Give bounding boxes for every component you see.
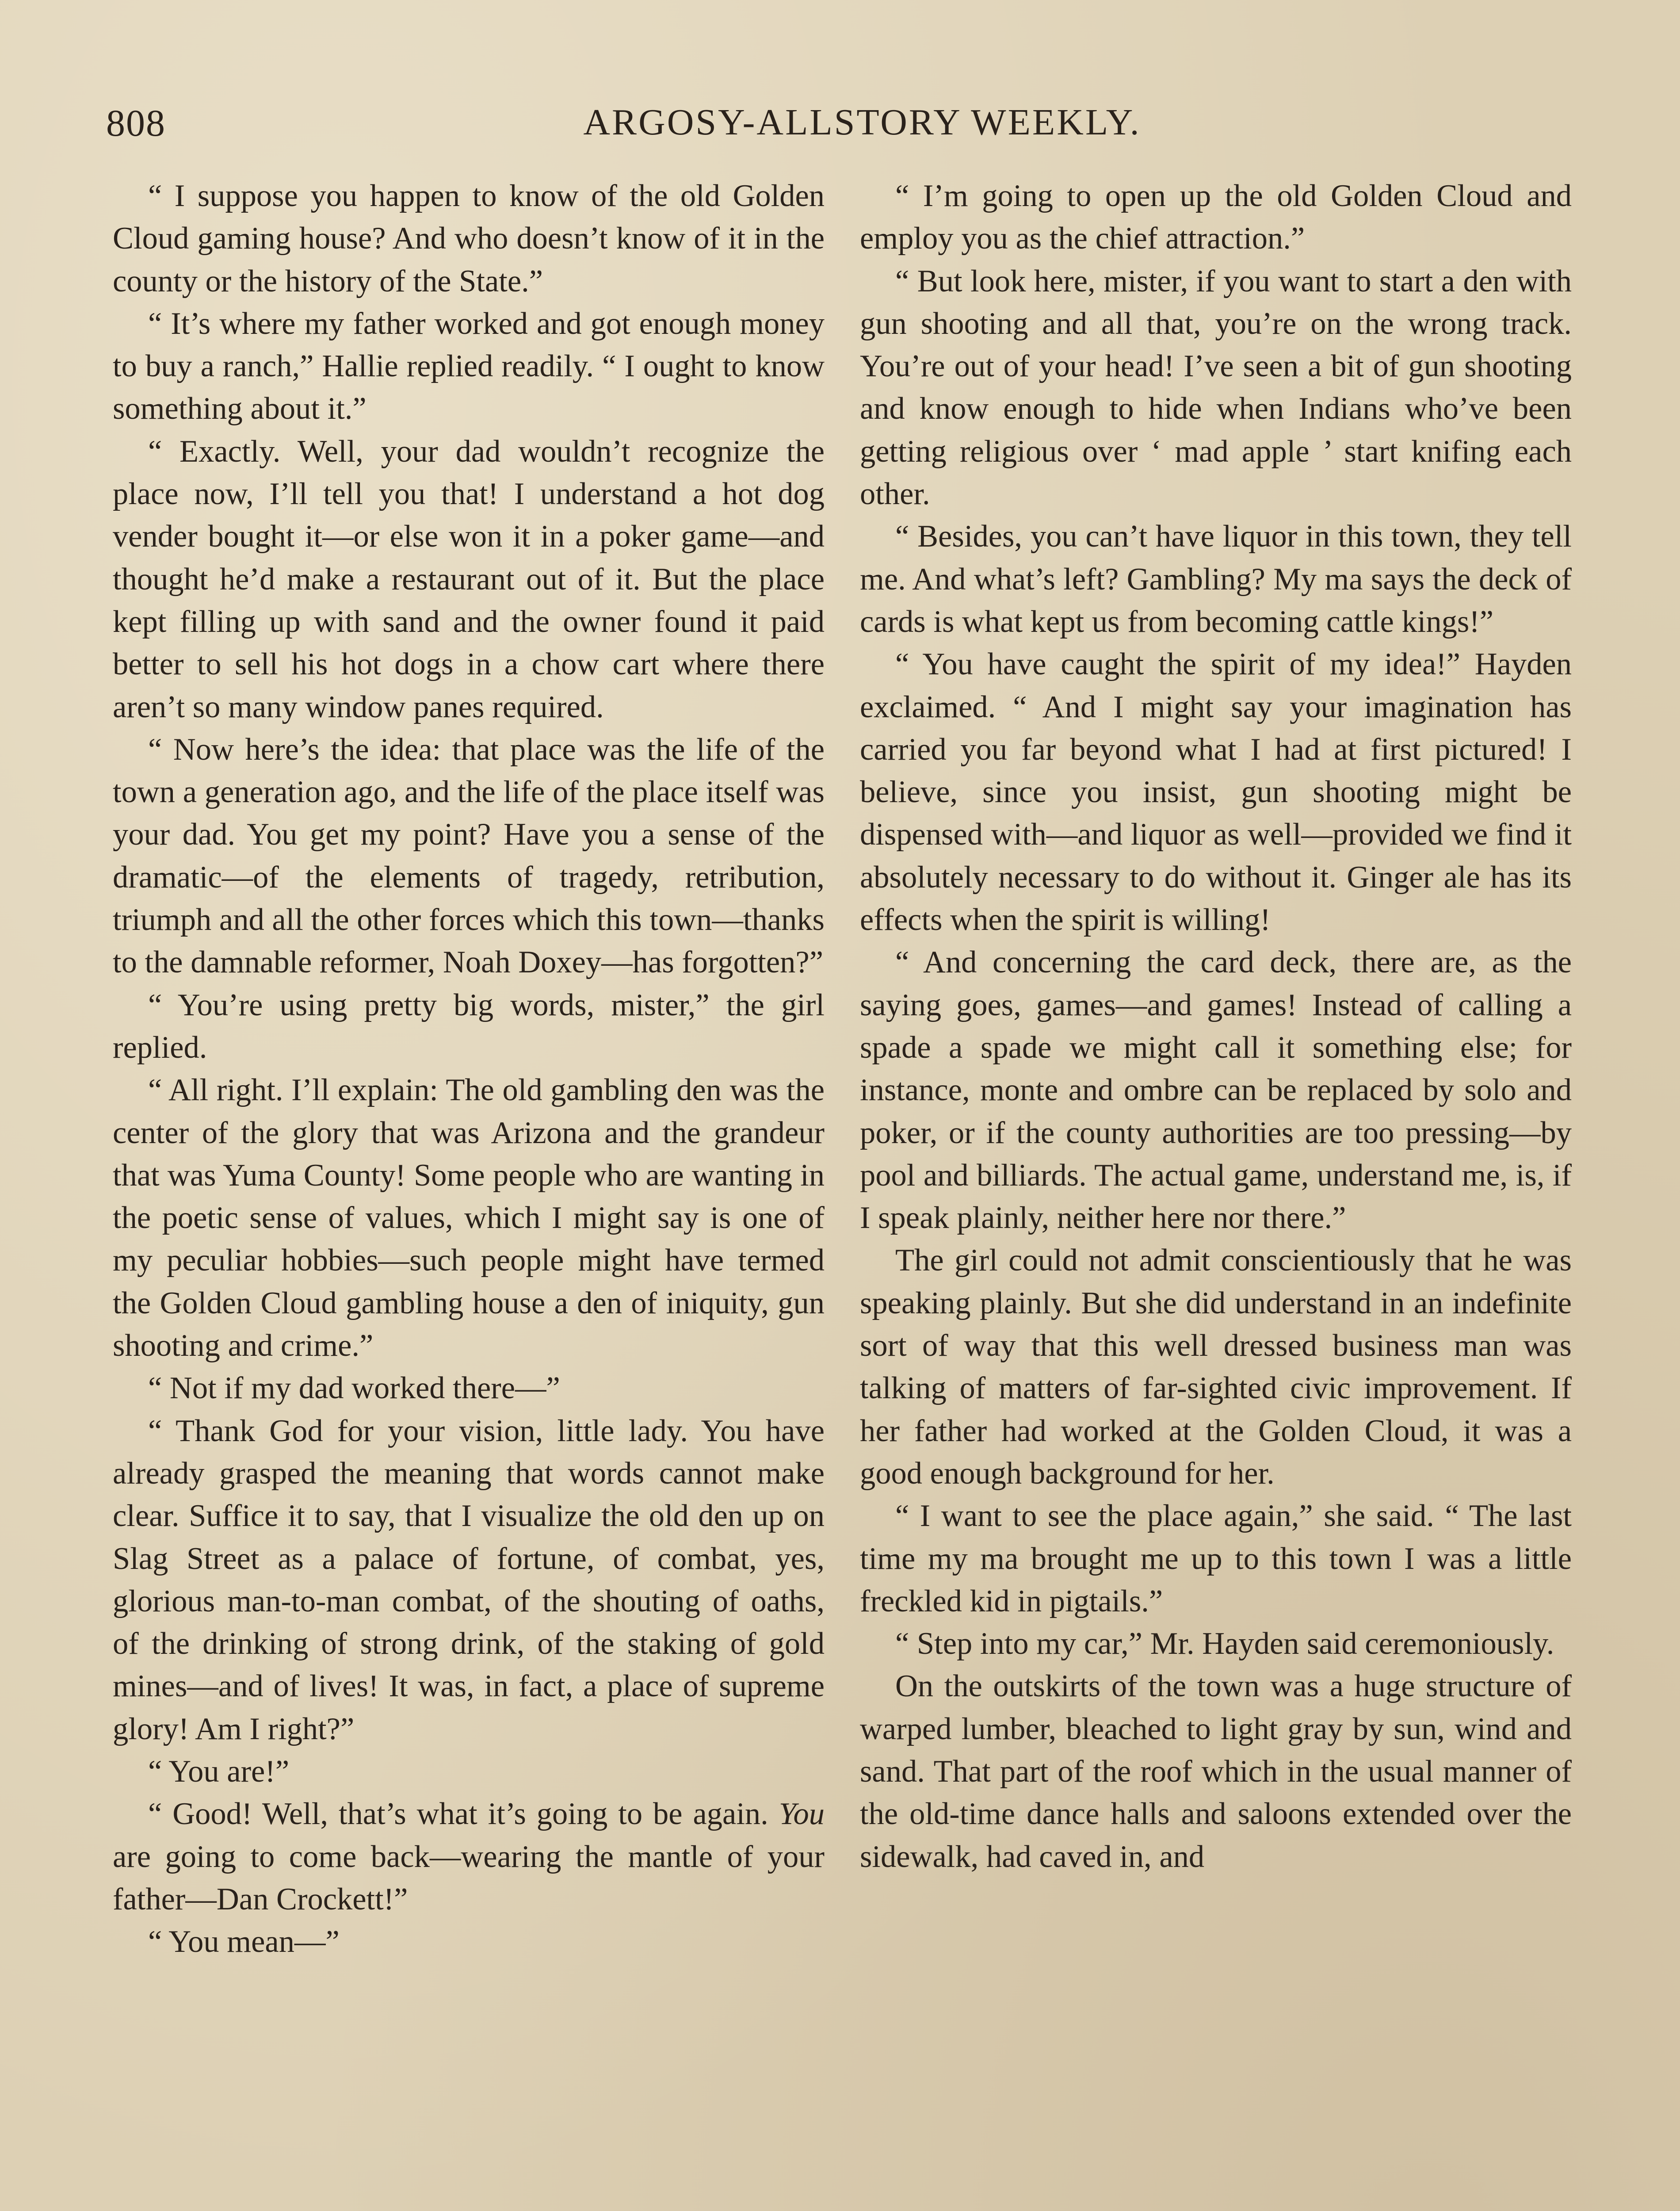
- paragraph: The girl could not admit conscientiously that he was speaking plainly. But she did understand in an indefinite sort of way that this well dressed business man was talking of matters of far-sighted civic improvement. If her father had worked at the Golden Cloud, it was a good enough background for her.: [860, 1243, 1572, 1491]
- paragraph: “ Not if my dad worked there—”: [148, 1371, 560, 1406]
- right-column: [860, 175, 1572, 1878]
- paragraph: On the outskirts of the town was a huge structure of warped lumber, bleached to light gray by sun, wind and sand. That part of the roof which in the usual manner of the old-time dance halls and saloons extended over the sidewalk, had caved in, and: [860, 1669, 1572, 1874]
- paragraph: “ All right. I’ll explain: The old gambling den was the center of the glory that was Arizona and the grandeur that was Yuma County! Some people who are wanting in the poetic sense of values, which I might say is one of my peculiar hobbies—such people might have termed the Golden Cloud gambling house a den of iniquity, gun shooting and crime.”: [113, 1073, 825, 1363]
- paragraph: “ Step into my car,” Mr. Hayden said ceremoniously.: [895, 1626, 1554, 1661]
- page-number: 808: [106, 102, 166, 144]
- paragraph: “ Now here’s the idea: that place was the life of the town a generation ago, and the life of the place itself was your dad. You get my point? Have you a sense of the dramatic—of the elements of tragedy, retribution, triumph and all the other forces which this town—thanks to the damnable reformer, Noah Doxey—has forgotten?”: [113, 732, 825, 980]
- running-head: ARGOSY-ALLSTORY WEEKLY.: [583, 102, 1141, 143]
- text-run: are going to come back—wearing the mantle of your father—Dan Crockett!”: [113, 1839, 825, 1916]
- paragraph: “ Exactly. Well, your dad wouldn’t recognize the place now, I’ll tell you that! I understand a hot dog vender bought it—or else won it in a poker game—and thought he’d make a restaurant out of it. But the place kept filling up with sand and the owner found it paid better to sell his hot dogs in a chow cart where there aren’t so many window panes required.: [113, 434, 825, 724]
- paragraph: “ You mean—”: [148, 1924, 340, 1959]
- paragraph: “ I suppose you happen to know of the old Golden Cloud gaming house? And who doesn’t know of it in the county or the history of the State.”: [113, 179, 825, 298]
- paragraph: “ And concerning the card deck, there are, as the saying goes, games—and games! Instead of calling a spade a spade we might call it something else; for instance, monte and ombre can be replaced by solo and poker, or if the county authorities are too pressing—by pool and billiards. The actual game, understand me, is, if I speak plainly, neither here nor there.”: [860, 945, 1572, 1236]
- paragraph: “ Thank God for your vision, little lady. You have already grasped the meaning that words cannot make clear. Suffice it to say, that I visualize the old den up on Slag Street as a palace of fortune, of combat, yes, glorious man-to-man combat, of the shouting of oaths, of the drinking of strong drink, of the staking of gold mines—and of lives! It was, in fact, a place of supreme glory! Am I right?”: [113, 1413, 825, 1746]
- paragraph: “ I’m going to open up the old Golden Cloud and employ you as the chief attraction.”: [860, 179, 1572, 256]
- paragraph: “ You have caught the spirit of my idea!” Hayden exclaimed. “ And I might say your imagination has carried you far beyond what I had at first pictured! I believe, since you insist, gun shooting might be dispensed with—and liquor as well—provided we find it absolutely necessary to do without it. Ginger ale has its effects when the spirit is willing!: [860, 647, 1572, 937]
- paragraph: “ It’s where my father worked and got enough money to buy a ranch,” Hallie replied readily. “ I ought to know something about it.”: [113, 306, 825, 426]
- paragraph: “ You’re using pretty big words, mister,” the girl replied.: [113, 987, 825, 1065]
- emphasis: You: [779, 1797, 825, 1832]
- paragraph: “ But look here, mister, if you want to start a den with gun shooting and all that, you’re on the wrong track. You’re out of your head! I’ve seen a bit of gun shooting and know enough to hide when Indians who’ve been getting religious over ‘ mad apple ’ start knifing each other.: [860, 264, 1572, 512]
- paragraph: “ Besides, you can’t have liquor in this town, they tell me. And what’s left? Gambling? My ma says the deck of cards is what kept us from becoming cattle kings!”: [860, 519, 1572, 639]
- text-run: “ Good! Well, that’s what it’s going to be again.: [148, 1797, 779, 1832]
- paragraph: “ I want to see the place again,” she said. “ The last time my ma brought me up to this town I was a little freckled kid in pigtails.”: [860, 1499, 1572, 1618]
- paragraph: [113, 1793, 825, 1920]
- left-column: [113, 175, 825, 1963]
- paragraph: “ You are!”: [148, 1754, 290, 1789]
